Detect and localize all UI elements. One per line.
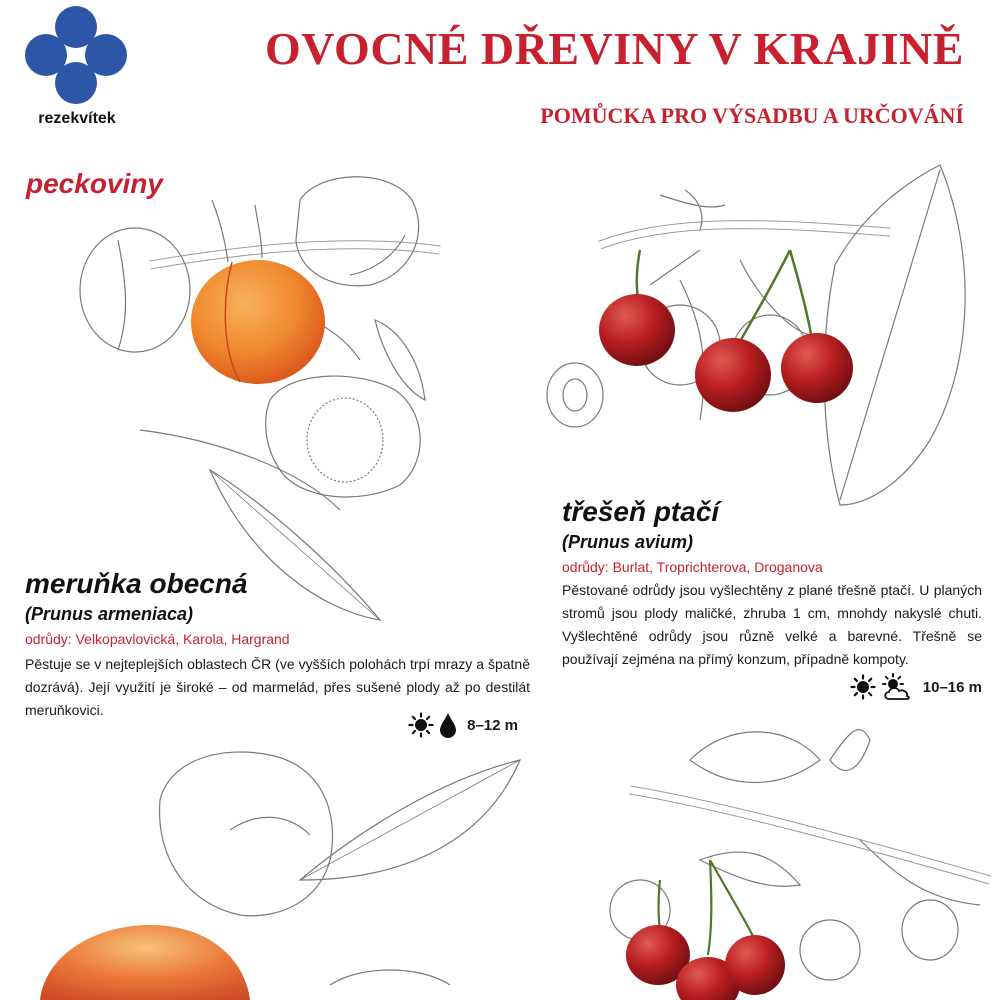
species-description: Pěstuje se v nejteplejších oblastech ČR (ve vyšších polohách trpí mrazy a špatně dozrává). Její využití je široké – od marmelád, přes sušené plody až po destilát meruňkovici. (25, 656, 530, 718)
sun-icon (850, 674, 876, 700)
tree-height: 10–16 m (922, 678, 982, 696)
species-latin-name: (Prunus armeniaca) (25, 604, 194, 624)
apricot-fruit (191, 260, 325, 384)
sun-icon (408, 712, 434, 738)
species-card-apricot (25, 568, 530, 738)
cherry-fruits-bottom (626, 860, 785, 1000)
partly-cloudy-icon (880, 673, 912, 701)
species-name: třešeň ptačí (562, 496, 720, 527)
page-subtitle: POMŮCKA PRO VÝSADBU A URČOVÁNÍ (540, 103, 964, 128)
tree-height: 8–12 m (467, 716, 518, 734)
page-title: OVOCNÉ DŘEVINY V KRAJINĚ (264, 23, 964, 74)
species-varieties: odrůdy: Velkopavlovická, Karola, Hargrand (25, 631, 290, 647)
rezekvitek-logo-icon (22, 5, 130, 105)
peach-fruit (40, 925, 250, 1000)
species-description: Pěstované odrůdy jsou vyšlechtěny z plané třešně ptačí. U planých stromů jsou plody maličké, zhruba 1 cm, mnohdy nakyslé chuti. Vyšlechtěné odrůdy jsou různě velké a barevné. Třešně se používají zejména na přímý konzum, případně kompoty. (562, 582, 982, 667)
apricot-illustration (80, 177, 440, 620)
species-requirements (562, 673, 982, 701)
species-varieties: odrůdy: Burlat, Troprichterova, Droganova (562, 559, 823, 575)
category-heading: peckoviny (26, 168, 163, 199)
brand-name: rezekvítek (38, 110, 116, 127)
species-card-cherry (562, 496, 982, 701)
species-latin-name: (Prunus avium) (562, 532, 694, 552)
species-name: meruňka obecná (25, 568, 248, 599)
water-drop-icon (439, 712, 457, 738)
cherry-fruits (599, 250, 853, 412)
